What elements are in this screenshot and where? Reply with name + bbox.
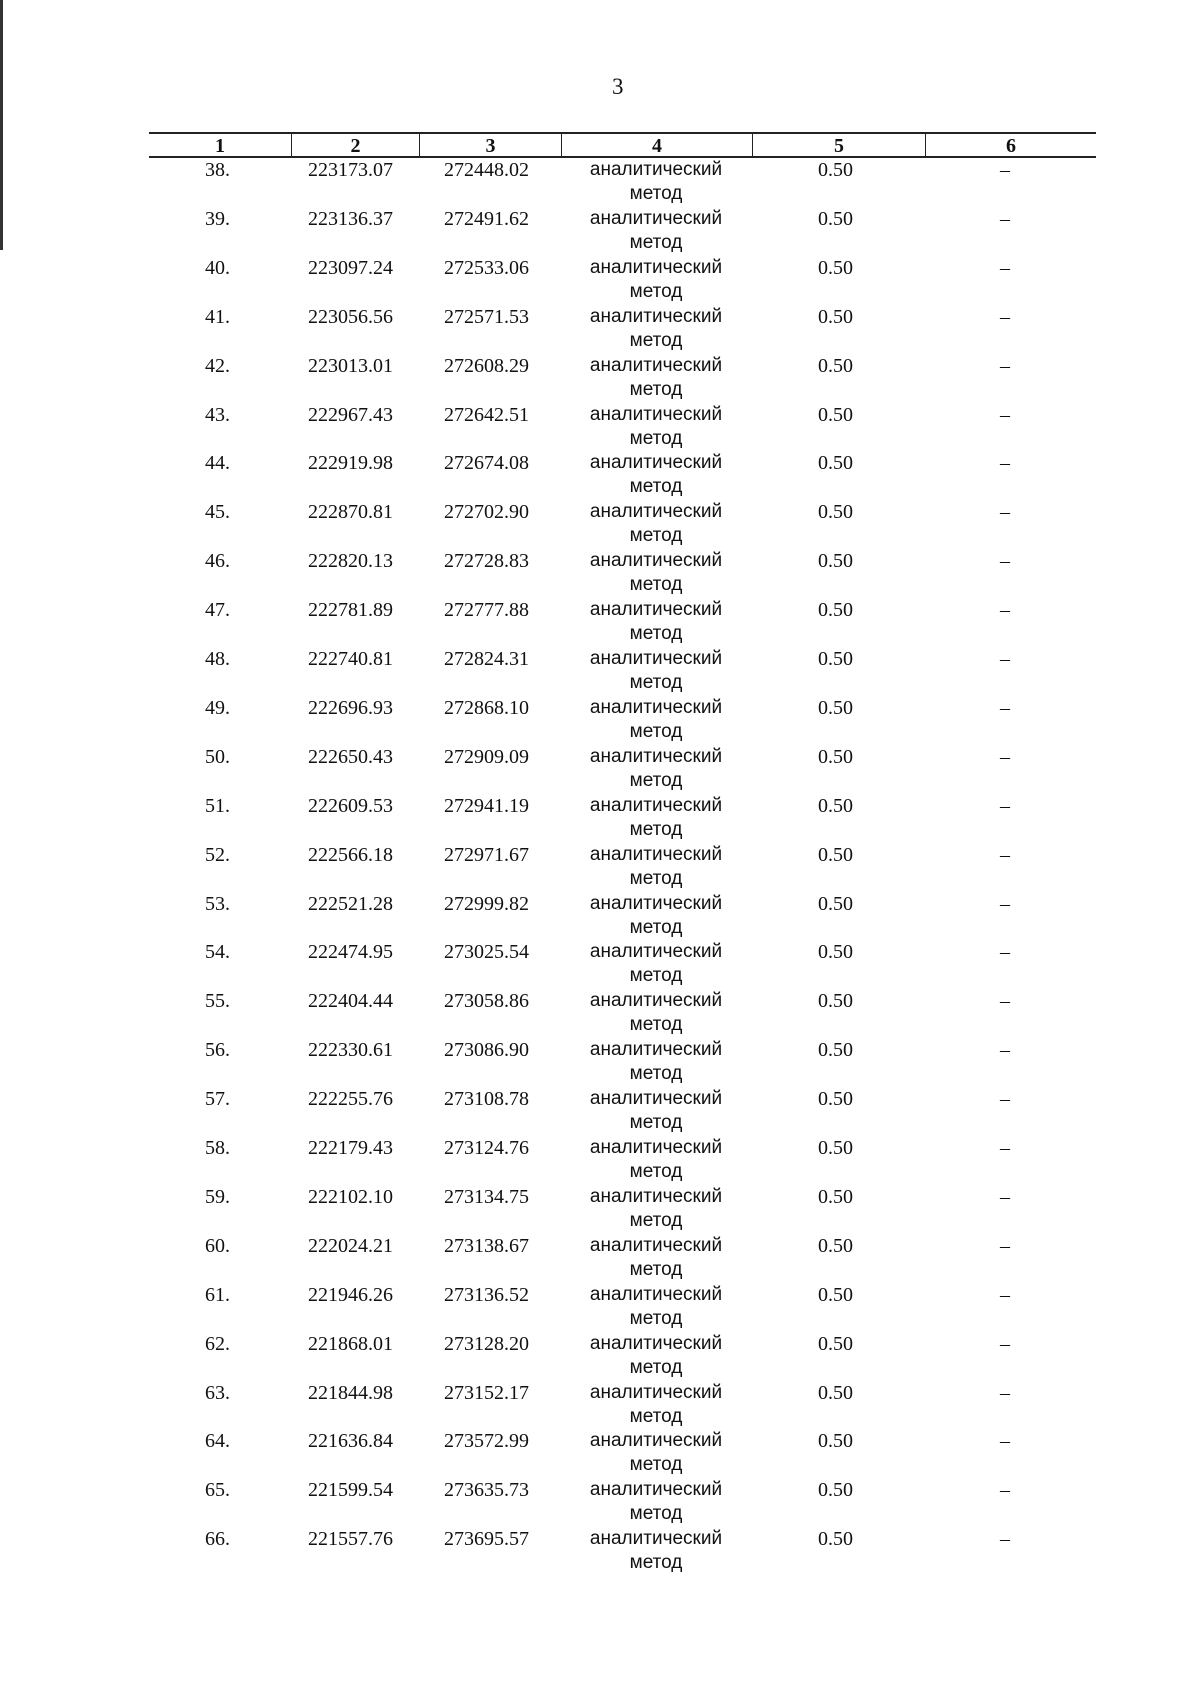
coordinate-y: 273152.17 (444, 1382, 529, 1404)
table-row (0, 1136, 1200, 1185)
method-cell: аналитический метод (589, 452, 723, 497)
accuracy-cell: 0.50 (818, 844, 853, 866)
note-cell: – (1000, 550, 1010, 572)
accuracy-cell: 0.50 (818, 1039, 853, 1061)
table-row (0, 892, 1200, 941)
row-number: 46. (205, 550, 230, 572)
coordinate-x: 222024.21 (308, 1235, 393, 1257)
row-number: 57. (205, 1088, 230, 1110)
table-row (0, 1038, 1200, 1087)
coordinate-x: 221636.84 (308, 1430, 393, 1452)
table-row (0, 500, 1200, 549)
coordinate-x: 222781.89 (308, 599, 393, 621)
note-cell: – (1000, 1039, 1010, 1061)
coordinate-y: 272941.19 (444, 795, 529, 817)
accuracy-cell: 0.50 (818, 1284, 853, 1306)
table-row (0, 158, 1200, 207)
row-number: 51. (205, 795, 230, 817)
table-row (0, 745, 1200, 794)
header-col-4: 4 (652, 135, 662, 157)
note-cell: – (1000, 159, 1010, 181)
coordinate-x: 222650.43 (308, 746, 393, 768)
coordinate-x: 221844.98 (308, 1382, 393, 1404)
coordinate-x: 222255.76 (308, 1088, 393, 1110)
method-cell: аналитический метод (589, 1430, 723, 1475)
accuracy-cell: 0.50 (818, 1137, 853, 1159)
coordinate-y: 272702.90 (444, 501, 529, 523)
coordinate-x: 222870.81 (308, 501, 393, 523)
row-number: 45. (205, 501, 230, 523)
note-cell: – (1000, 1333, 1010, 1355)
coordinate-y: 273635.73 (444, 1479, 529, 1501)
method-cell: аналитический метод (589, 1137, 723, 1182)
method-cell: аналитический метод (589, 1382, 723, 1427)
method-cell: аналитический метод (589, 1088, 723, 1133)
note-cell: – (1000, 452, 1010, 474)
method-cell: аналитический метод (589, 746, 723, 791)
coordinate-x: 222696.93 (308, 697, 393, 719)
coordinate-x: 221946.26 (308, 1284, 393, 1306)
accuracy-cell: 0.50 (818, 1088, 853, 1110)
accuracy-cell: 0.50 (818, 404, 853, 426)
note-cell: – (1000, 697, 1010, 719)
table-row (0, 1185, 1200, 1234)
coordinate-y: 273108.78 (444, 1088, 529, 1110)
coordinate-x: 223173.07 (308, 159, 393, 181)
accuracy-cell: 0.50 (818, 1430, 853, 1452)
table-row (0, 598, 1200, 647)
table-row (0, 207, 1200, 256)
row-number: 60. (205, 1235, 230, 1257)
method-cell: аналитический метод (589, 257, 723, 302)
row-number: 48. (205, 648, 230, 670)
coordinate-x: 222740.81 (308, 648, 393, 670)
table-row (0, 1283, 1200, 1332)
coordinate-x: 222404.44 (308, 990, 393, 1012)
method-cell: аналитический метод (589, 306, 723, 351)
accuracy-cell: 0.50 (818, 1235, 853, 1257)
table-row (0, 794, 1200, 843)
coordinate-x: 222102.10 (308, 1186, 393, 1208)
coordinate-y: 272642.51 (444, 404, 529, 426)
accuracy-cell: 0.50 (818, 795, 853, 817)
table-row (0, 843, 1200, 892)
coordinate-y: 273058.86 (444, 990, 529, 1012)
note-cell: – (1000, 746, 1010, 768)
method-cell: аналитический метод (589, 208, 723, 253)
row-number: 59. (205, 1186, 230, 1208)
method-cell: аналитический метод (589, 941, 723, 986)
coordinate-y: 273025.54 (444, 941, 529, 963)
header-col-3: 3 (485, 135, 496, 157)
coordinate-y: 273695.57 (444, 1528, 529, 1550)
method-cell: аналитический метод (589, 1479, 723, 1524)
coordinate-y: 272777.88 (444, 599, 529, 621)
coordinate-x: 222967.43 (308, 404, 393, 426)
note-cell: – (1000, 1088, 1010, 1110)
note-cell: – (1000, 1186, 1010, 1208)
method-cell: аналитический метод (589, 844, 723, 889)
row-number: 56. (205, 1039, 230, 1061)
note-cell: – (1000, 208, 1010, 230)
row-number: 65. (205, 1479, 230, 1501)
note-cell: – (1000, 306, 1010, 328)
note-cell: – (1000, 1235, 1010, 1257)
coordinate-y: 272728.83 (444, 550, 529, 572)
header-col-1: 1 (215, 135, 225, 157)
row-number: 44. (205, 452, 230, 474)
table-row (0, 1527, 1200, 1576)
note-cell: – (1000, 941, 1010, 963)
accuracy-cell: 0.50 (818, 452, 853, 474)
method-cell: аналитический метод (589, 1284, 723, 1329)
accuracy-cell: 0.50 (818, 257, 853, 279)
accuracy-cell: 0.50 (818, 990, 853, 1012)
row-number: 41. (205, 306, 230, 328)
method-cell: аналитический метод (589, 355, 723, 400)
table-row (0, 696, 1200, 745)
table-row (0, 1087, 1200, 1136)
table-row (0, 1381, 1200, 1430)
row-number: 38. (205, 159, 230, 181)
accuracy-cell: 0.50 (818, 306, 853, 328)
coordinate-y: 272533.06 (444, 257, 529, 279)
row-number: 42. (205, 355, 230, 377)
coordinate-y: 272608.29 (444, 355, 529, 377)
method-cell: аналитический метод (589, 893, 723, 938)
accuracy-cell: 0.50 (818, 893, 853, 915)
method-cell: аналитический метод (589, 159, 723, 204)
coordinate-y: 273124.76 (444, 1137, 529, 1159)
table-row (0, 647, 1200, 696)
table-row (0, 989, 1200, 1038)
coordinate-x: 221868.01 (308, 1333, 393, 1355)
coordinate-x: 222521.28 (308, 893, 393, 915)
accuracy-cell: 0.50 (818, 1382, 853, 1404)
coordinate-x: 223097.24 (308, 257, 393, 279)
note-cell: – (1000, 795, 1010, 817)
row-number: 62. (205, 1333, 230, 1355)
row-number: 64. (205, 1430, 230, 1452)
method-cell: аналитический метод (589, 648, 723, 693)
accuracy-cell: 0.50 (818, 1479, 853, 1501)
method-cell: аналитический метод (589, 501, 723, 546)
coordinate-x: 221557.76 (308, 1528, 393, 1550)
row-number: 58. (205, 1137, 230, 1159)
row-number: 50. (205, 746, 230, 768)
method-cell: аналитический метод (589, 697, 723, 742)
coordinate-y: 272674.08 (444, 452, 529, 474)
accuracy-cell: 0.50 (818, 550, 853, 572)
table-row (0, 1478, 1200, 1527)
note-cell: – (1000, 501, 1010, 523)
header-col-6: 6 (1006, 135, 1016, 157)
method-cell: аналитический метод (589, 990, 723, 1035)
method-cell: аналитический метод (589, 599, 723, 644)
table-row (0, 549, 1200, 598)
coordinate-x: 221599.54 (308, 1479, 393, 1501)
note-cell: – (1000, 1479, 1010, 1501)
note-cell: – (1000, 355, 1010, 377)
coordinate-y: 272824.31 (444, 648, 529, 670)
accuracy-cell: 0.50 (818, 941, 853, 963)
accuracy-cell: 0.50 (818, 208, 853, 230)
row-number: 66. (205, 1528, 230, 1550)
row-number: 55. (205, 990, 230, 1012)
method-cell: аналитический метод (589, 795, 723, 840)
note-cell: – (1000, 1430, 1010, 1452)
row-number: 39. (205, 208, 230, 230)
row-number: 47. (205, 599, 230, 621)
note-cell: – (1000, 893, 1010, 915)
header-col-2: 2 (350, 135, 361, 157)
coordinate-x: 222566.18 (308, 844, 393, 866)
coordinate-x: 222474.95 (308, 941, 393, 963)
coordinate-x: 223056.56 (308, 306, 393, 328)
note-cell: – (1000, 990, 1010, 1012)
table-row (0, 1332, 1200, 1381)
row-number: 63. (205, 1382, 230, 1404)
row-number: 61. (205, 1284, 230, 1306)
method-cell: аналитический метод (589, 1186, 723, 1231)
table-row (0, 305, 1200, 354)
accuracy-cell: 0.50 (818, 1333, 853, 1355)
row-number: 52. (205, 844, 230, 866)
note-cell: – (1000, 404, 1010, 426)
accuracy-cell: 0.50 (818, 1186, 853, 1208)
method-cell: аналитический метод (589, 1528, 723, 1573)
table-row (0, 940, 1200, 989)
coordinate-x: 223013.01 (308, 355, 393, 377)
row-number: 49. (205, 697, 230, 719)
coordinate-y: 272909.09 (444, 746, 529, 768)
table-row (0, 1429, 1200, 1478)
table-header (149, 132, 1096, 158)
note-cell: – (1000, 1284, 1010, 1306)
note-cell: – (1000, 1382, 1010, 1404)
coordinate-x: 222179.43 (308, 1137, 393, 1159)
note-cell: – (1000, 844, 1010, 866)
header-col-5: 5 (834, 135, 844, 157)
coordinate-y: 272971.67 (444, 844, 529, 866)
accuracy-cell: 0.50 (818, 501, 853, 523)
coordinate-y: 273128.20 (444, 1333, 529, 1355)
method-cell: аналитический метод (589, 1333, 723, 1378)
coordinate-x: 223136.37 (308, 208, 393, 230)
coordinate-x: 222609.53 (308, 795, 393, 817)
coordinate-y: 273134.75 (444, 1186, 529, 1208)
coordinate-y: 273086.90 (444, 1039, 529, 1061)
note-cell: – (1000, 1528, 1010, 1550)
row-number: 43. (205, 404, 230, 426)
coordinate-y: 272491.62 (444, 208, 529, 230)
coordinate-y: 272868.10 (444, 697, 529, 719)
accuracy-cell: 0.50 (818, 648, 853, 670)
method-cell: аналитический метод (589, 404, 723, 449)
coordinate-y: 273572.99 (444, 1430, 529, 1452)
accuracy-cell: 0.50 (818, 599, 853, 621)
method-cell: аналитический метод (589, 1039, 723, 1084)
accuracy-cell: 0.50 (818, 697, 853, 719)
note-cell: – (1000, 1137, 1010, 1159)
coordinate-x: 222919.98 (308, 452, 393, 474)
row-number: 40. (205, 257, 230, 279)
coordinate-y: 272571.53 (444, 306, 529, 328)
coordinate-x: 222820.13 (308, 550, 393, 572)
note-cell: – (1000, 648, 1010, 670)
row-number: 54. (205, 941, 230, 963)
coordinate-y: 272999.82 (444, 893, 529, 915)
accuracy-cell: 0.50 (818, 746, 853, 768)
coordinate-x: 222330.61 (308, 1039, 393, 1061)
note-cell: – (1000, 257, 1010, 279)
note-cell: – (1000, 599, 1010, 621)
coordinate-y: 272448.02 (444, 159, 529, 181)
table-row (0, 256, 1200, 305)
accuracy-cell: 0.50 (818, 1528, 853, 1550)
table-row (0, 1234, 1200, 1283)
accuracy-cell: 0.50 (818, 159, 853, 181)
coordinate-y: 273136.52 (444, 1284, 529, 1306)
page-number: 3 (612, 74, 624, 99)
row-number: 53. (205, 893, 230, 915)
table-row (0, 403, 1200, 452)
table-row (0, 451, 1200, 500)
accuracy-cell: 0.50 (818, 355, 853, 377)
coordinate-y: 273138.67 (444, 1235, 529, 1257)
table-row (0, 354, 1200, 403)
method-cell: аналитический метод (589, 550, 723, 595)
method-cell: аналитический метод (589, 1235, 723, 1280)
